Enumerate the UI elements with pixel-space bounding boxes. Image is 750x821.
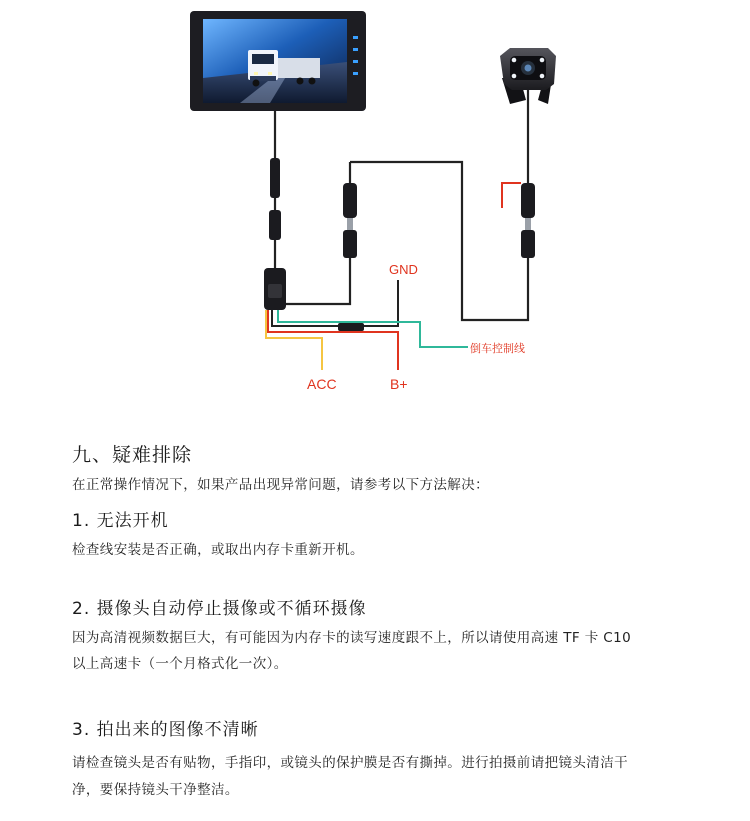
monitor-button — [353, 60, 358, 63]
monitor-button — [353, 48, 358, 51]
camera-input-wire — [286, 90, 528, 320]
acc-label: ACC — [307, 376, 337, 392]
gnd-label: GND — [389, 262, 418, 277]
item-2-heading: 2. 摄像头自动停止摄像或不循环摄像 — [72, 599, 367, 619]
aviation-connectors — [343, 183, 535, 258]
item-2-text-line-1: 因为高清视频数据巨大，有可能因为内存卡的读写速度跟不上，所以请使用高速 TF 卡 C10 — [72, 630, 632, 646]
item-3-text-line-1: 请检查镜头是否有贴物，手指印，或镜头的保护膜是否有撕掉。进行拍摄前请把镜头清洁干 — [72, 755, 628, 771]
item-1-heading: 1. 无法开机 — [72, 511, 169, 531]
item-3-heading: 3. 拍出来的图像不清晰 — [72, 720, 259, 740]
monitor-button — [353, 36, 358, 39]
monitor — [190, 11, 366, 111]
item-1-text: 检查线安装是否正确，或取出内存卡重新开机。 — [72, 542, 364, 558]
reverse-control-label: 倒车控制线 — [470, 342, 525, 355]
item-2-text-line-2: 以上高速卡（一个月格式化一次）。 — [72, 656, 288, 672]
camera-trigger-wire — [502, 183, 521, 208]
section-intro: 在正常操作情况下，如果产品出现异常问题，请参考以下方法解决： — [72, 477, 489, 493]
item-3-text-line-2: 净，要保持镜头干净整洁。 — [72, 782, 239, 798]
junction-box — [264, 268, 286, 310]
section-title: 九、疑难排除 — [72, 444, 193, 466]
power-wires — [266, 280, 468, 370]
bplus-label: B+ — [390, 376, 408, 392]
fuse-holder — [338, 323, 364, 331]
monitor-button — [353, 72, 358, 75]
